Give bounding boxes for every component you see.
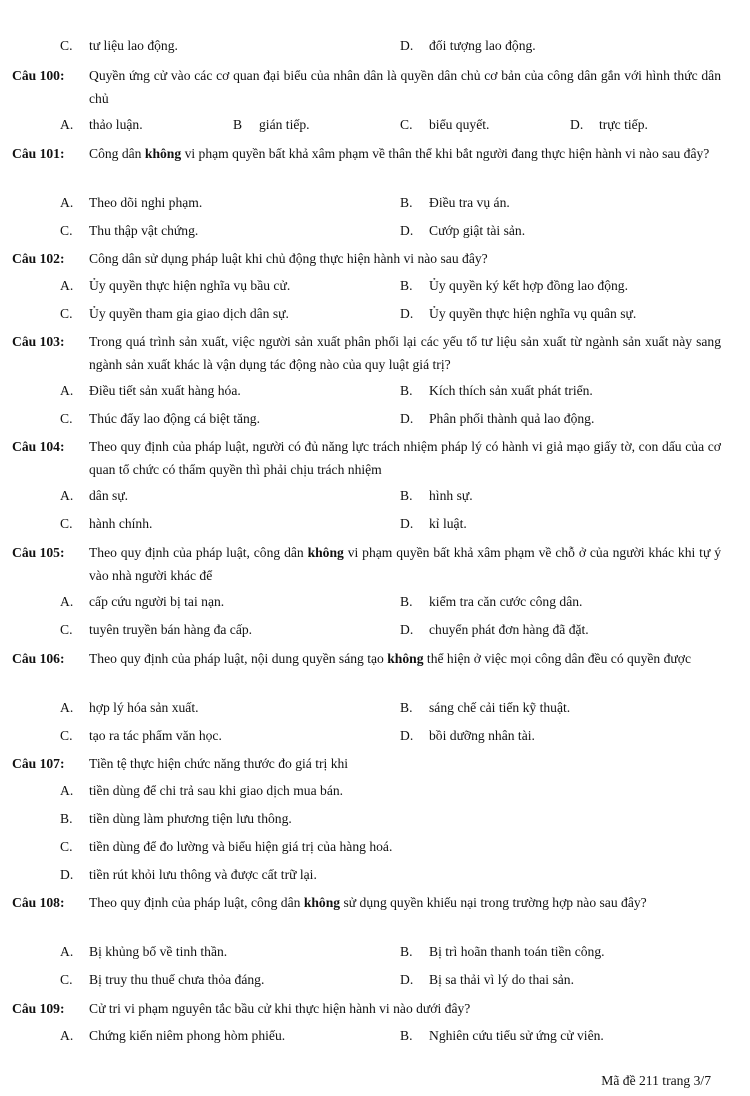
question-number: Câu 101: (12, 146, 65, 161)
option-c: C. Thúc đẩy lao động cá biệt tăng. (60, 411, 260, 426)
question-number: Câu 108: (12, 895, 65, 910)
option-c: C. Thu thập vật chứng. (60, 223, 199, 238)
option-c: C. biểu quyết. (400, 117, 490, 132)
question-text: Công dân không vi phạm quyền bất khả xâm phạm về thân thể khi bắt người đang thực hiện hành vi nào sau đây? (89, 146, 710, 161)
option-c: C. tư liệu lao động. (60, 38, 178, 53)
option-a: A. Ủy quyền thực hiện nghĩa vụ bầu cử. (60, 278, 291, 293)
option-b: B. kiểm tra căn cước công dân. (400, 594, 583, 609)
option-a: A. thảo luận. (60, 117, 143, 132)
option-a: A. cấp cứu người bị tai nạn. (60, 594, 225, 609)
option-d: D. kỉ luật. (400, 516, 467, 531)
question-number: Câu 105: (12, 545, 65, 560)
option-a: A. Điều tiết sản xuất hàng hóa. (60, 383, 241, 398)
option-a: A. Chứng kiến niêm phong hòm phiếu. (60, 1028, 286, 1043)
option-b: B. hình sự. (400, 488, 473, 503)
question-number: Câu 103: (12, 334, 65, 349)
page-footer: Mã đề 211 trang 3/7 (601, 1073, 711, 1088)
option-d: D. Phân phối thành quả lao động. (400, 411, 595, 426)
option-d: D. Cướp giật tài sản. (400, 223, 526, 238)
option-a: A. Theo dõi nghi phạm. (60, 195, 203, 210)
option-c: C. tuyên truyền bán hàng đa cấp. (60, 622, 253, 637)
option-b: B. Kích thích sản xuất phát triển. (400, 383, 593, 398)
question-text: Trong quá trình sản xuất, việc người sản xuất phân phối lại các yếu tố tư liệu sản xuất từ ngành sản xuất này sang ngành sản xuất khác là vận dụng tác động nào của quy luật giá trị? (89, 334, 721, 372)
question-number: Câu 106: (12, 651, 65, 666)
option-c: C. tiền dùng để đo lường và biểu hiện giá trị của hàng hoá. (60, 839, 393, 854)
option-b: B. tiền dùng làm phương tiện lưu thông. (60, 811, 292, 826)
question-text: Cử tri vi phạm nguyên tắc bầu cử khi thực hiện hành vi nào dưới đây? (89, 1001, 471, 1016)
option-d: D. Ủy quyền thực hiện nghĩa vụ quân sự. (400, 306, 637, 321)
question-text: Tiền tệ thực hiện chức năng thước đo giá trị khi (89, 756, 349, 771)
option-a: A. Bị khủng bố về tinh thần. (60, 944, 228, 959)
option-a: A. hợp lý hóa sản xuất. (60, 700, 199, 715)
option-b: B. Nghiên cứu tiểu sử ứng cử viên. (400, 1028, 604, 1043)
option-d: D. chuyển phát đơn hàng đã đặt. (400, 622, 589, 637)
question-text: Công dân sử dụng pháp luật khi chủ động thực hiện hành vi nào sau đây? (89, 251, 488, 266)
question-number: Câu 104: (12, 439, 65, 454)
option-c: C. Bị truy thu thuế chưa thỏa đáng. (60, 972, 265, 987)
question-text: Theo quy định của pháp luật, công dân không vi phạm quyền bất khả xâm phạm về chỗ ở của người khác khi tự ý vào nhà người khác để (89, 545, 721, 583)
option-a: A. tiền dùng để chi trả sau khi giao dịch mua bán. (60, 783, 344, 798)
question-number: Câu 109: (12, 1001, 65, 1016)
option-c: C. hành chính. (60, 516, 153, 531)
option-b: B gián tiếp. (233, 117, 310, 132)
question-text: Theo quy định của pháp luật, người có đủ năng lực trách nhiệm pháp lý có hành vi giả mạo giấy tờ, con dấu của cơ quan tổ chức có thẩm quyền thì phải chịu trách nhiệm (89, 439, 721, 477)
option-b: B. Ủy quyền ký kết hợp đồng lao động. (400, 278, 628, 293)
question-number: Câu 107: (12, 756, 65, 771)
option-b: B. Bị trì hoãn thanh toán tiền công. (400, 944, 605, 959)
option-b: B. Điều tra vụ án. (400, 195, 510, 210)
option-c: C. Ủy quyền tham gia giao dịch dân sự. (60, 306, 289, 321)
question-text: Quyền ứng cử vào các cơ quan đại biểu của nhân dân là quyền dân chủ cơ bản của công dân gắn với hình thức dân chủ (89, 68, 721, 106)
question-number: Câu 100: (12, 68, 65, 83)
option-d: D. tiền rút khỏi lưu thông và được cất trữ lại. (60, 867, 317, 882)
option-d: D. đối tượng lao động. (400, 38, 536, 53)
question-text: Theo quy định của pháp luật, nội dung quyền sáng tạo không thể hiện ở việc mọi công dân đều có quyền được (89, 651, 692, 666)
option-a: A. dân sự. (60, 488, 129, 503)
option-c: C. tạo ra tác phẩm văn học. (60, 728, 222, 743)
option-b: B. sáng chế cải tiến kỹ thuật. (400, 700, 571, 715)
question-number: Câu 102: (12, 251, 65, 266)
option-d: D. Bị sa thải vì lý do thai sản. (400, 972, 574, 987)
question-text: Theo quy định của pháp luật, công dân không sử dụng quyền khiếu nại trong trường hợp nào sau đây? (89, 895, 647, 910)
option-d: D. bồi dưỡng nhân tài. (400, 728, 535, 743)
option-d: D. trực tiếp. (570, 117, 648, 132)
